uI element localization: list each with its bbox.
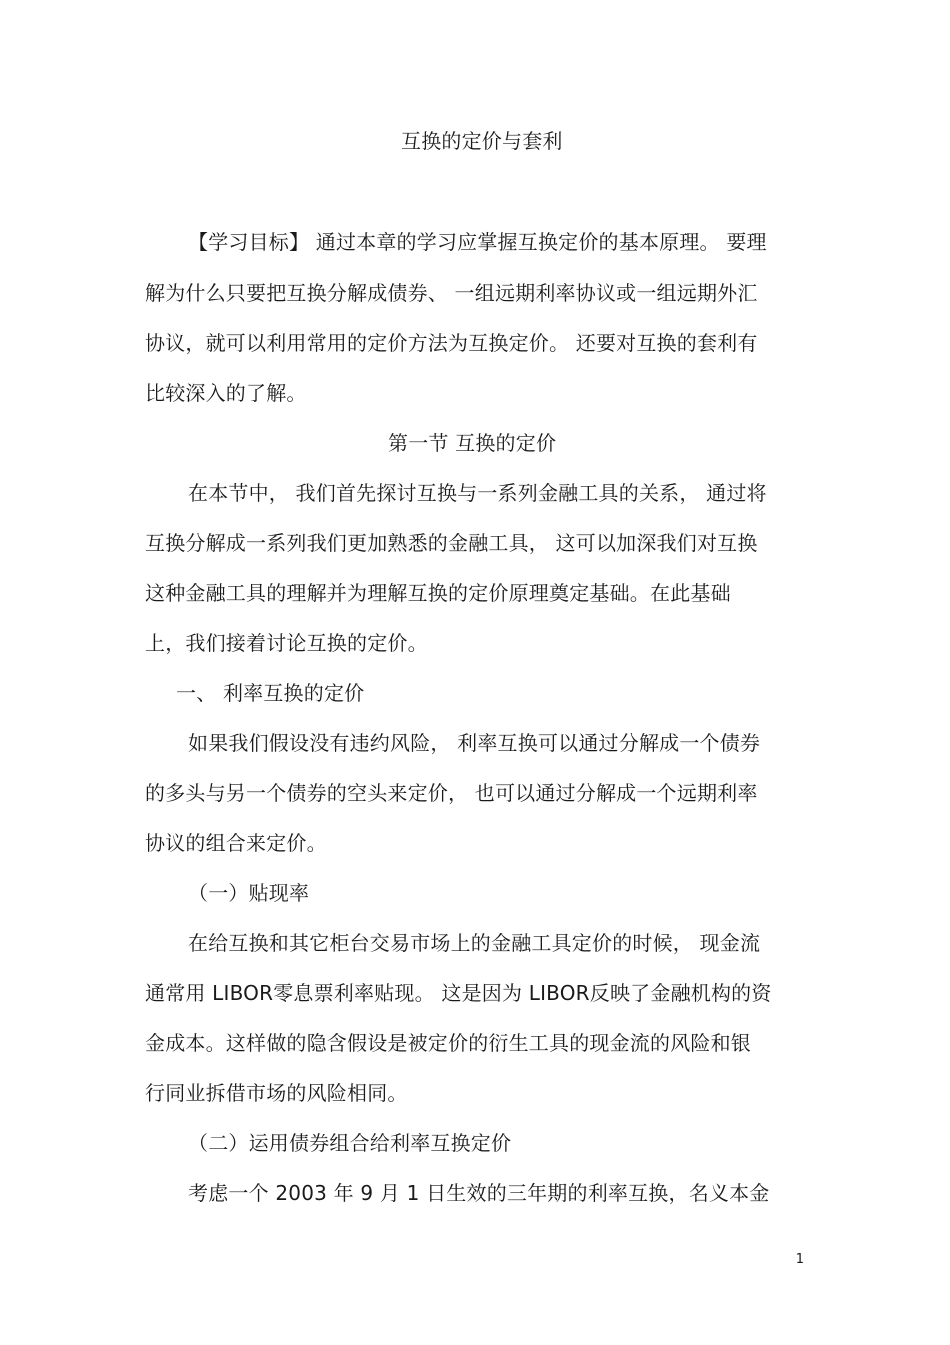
text-line: 金成本。这样做的隐含假设是被定价的衍生工具的现金流的风险和银 (145, 1031, 751, 1055)
section-heading: 第一节 互换的定价 (388, 431, 557, 455)
text-line: 上，我们接着讨论互换的定价。 (145, 631, 428, 655)
subsection-heading: （二）运用债券组合给利率互换定价 (188, 1131, 512, 1155)
text-line: 在给互换和其它柜台交易市场上的金融工具定价的时候， 现金流 (188, 931, 761, 955)
text-line: 行同业拆借市场的风险相同。 (145, 1081, 408, 1105)
text-line: 通常用 LIBOR零息票利率贴现。 这是因为 LIBOR反映了金融机构的资 (145, 981, 772, 1005)
text-line: 的多头与另一个债券的空头来定价， 也可以通过分解成一个远期利率 (145, 781, 758, 805)
text-line: 比较深入的了解。 (145, 381, 307, 405)
text-line: 【学习目标】 通过本章的学习应掌握互换定价的基本原理。 要理 (188, 230, 767, 254)
text-line: 如果我们假设没有违约风险， 利率互换可以通过分解成一个债券 (188, 731, 761, 755)
text-line: 考虑一个 2003 年 9 月 1 日生效的三年期的利率互换，名义本金 (188, 1181, 770, 1205)
document-title: 互换的定价与套利 (401, 129, 563, 153)
text-line: 协议的组合来定价。 (145, 831, 327, 855)
subsection-heading: （一）贴现率 (188, 881, 310, 905)
page-number: 1 (795, 1252, 804, 1267)
text-line: 协议，就可以利用常用的定价方法为互换定价。 还要对互换的套利有 (145, 331, 758, 355)
text-line: 这种金融工具的理解并为理解互换的定价原理奠定基础。在此基础 (145, 581, 731, 605)
subsection-heading: 一、 利率互换的定价 (176, 681, 365, 705)
text-line: 互换分解成一系列我们更加熟悉的金融工具， 这可以加深我们对互换 (145, 531, 758, 555)
text-line: 解为什么只要把互换分解成债券、 一组远期利率协议或一组远期外汇 (145, 281, 758, 305)
text-line: 在本节中， 我们首先探讨互换与一系列金融工具的关系， 通过将 (188, 481, 767, 505)
